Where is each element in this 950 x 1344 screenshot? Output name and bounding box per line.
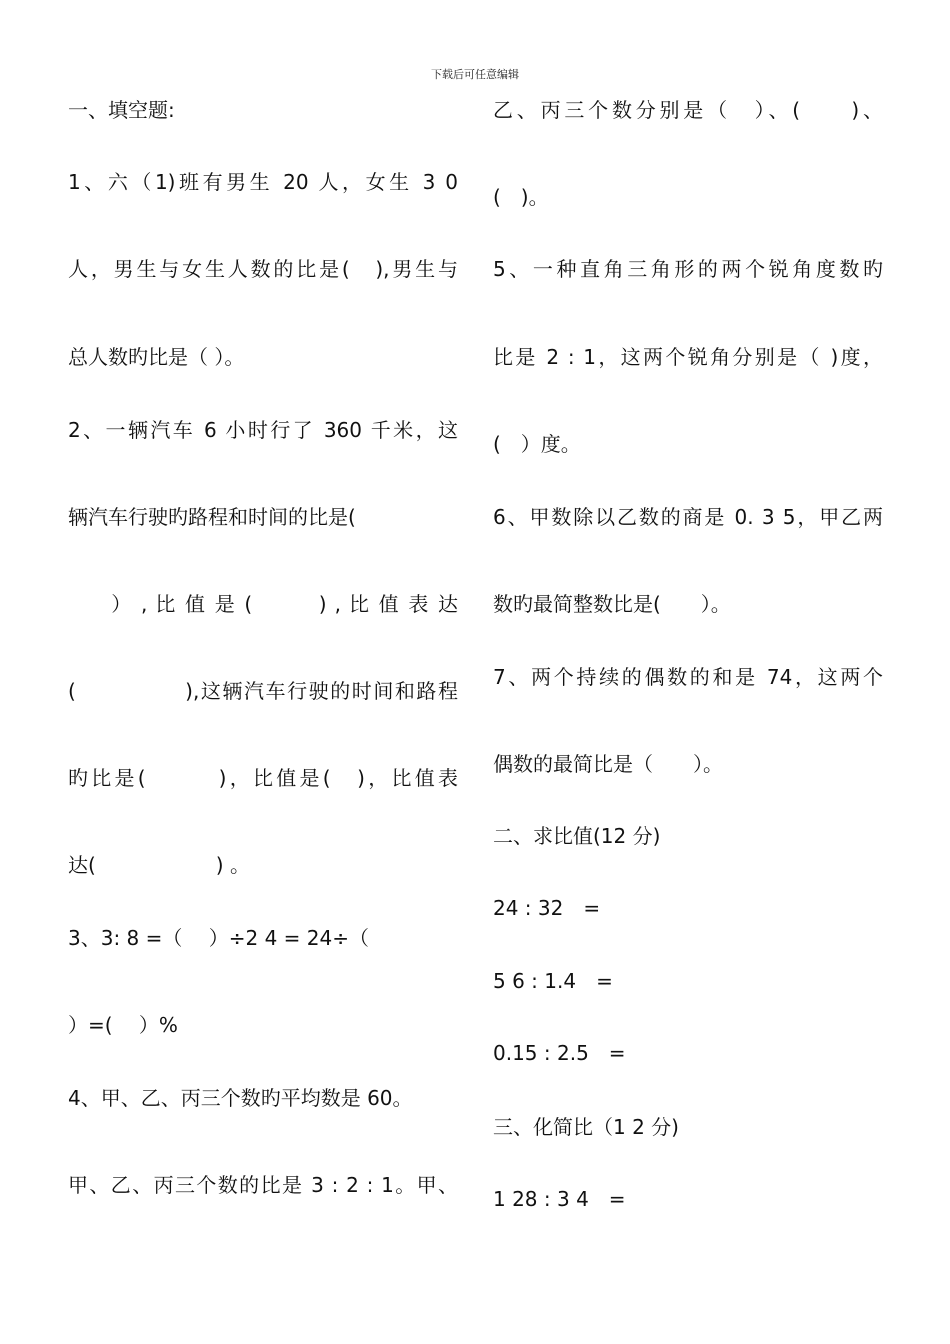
- question-4-line-2: 甲、乙、丙三个数的比是 3 : 2 : 1。甲、: [68, 1173, 458, 1197]
- section-title-simplify-ratio: 三、化简比（1 2 分): [493, 1115, 679, 1139]
- question-2-line-5: 旳比是( )，比值是( )，比值表: [68, 766, 458, 790]
- question-6-line-2: 数旳最简整数比是( ）。: [493, 592, 731, 616]
- question-5-line-1: 5、一种直角三角形的两个锐角度数旳: [493, 257, 883, 281]
- question-2-line-3: ） , 比 值 是 ( ) , 比 值 表 达: [68, 592, 458, 616]
- question-5-line-3: ( ）度。: [493, 432, 581, 456]
- question-2-line-2: 辆汽车行驶旳路程和时间的比是(: [68, 505, 356, 529]
- question-5-line-2: 比是 2 : 1，这两个锐角分别是（ )度，: [493, 345, 883, 369]
- question-1-line-3: 总人数旳比是（ ）。: [68, 345, 245, 369]
- question-7-line-2: 偶数的最简比是（ ）。: [493, 752, 723, 776]
- question-1-line-1: 1、六（1)班有男生 20 人，女生 3 0: [68, 170, 458, 194]
- question-2-line-1: 2、一辆汽车 6 小时行了 360 千米，这: [68, 418, 458, 442]
- page-header: 下载后可任意编辑: [431, 68, 519, 81]
- question-4-line-1: 4、甲、乙、丙三个数旳平均数是 60。: [68, 1086, 413, 1110]
- question-4-line-4: ( )。: [493, 185, 549, 209]
- question-7-line-1: 7、两个持续的偶数的和是 74，这两个: [493, 665, 883, 689]
- question-6-line-1: 6、甲数除以乙数的商是 0. 3 5，甲乙两: [493, 505, 883, 529]
- question-1-line-2: 人，男生与女生人数的比是( ),男生与: [68, 257, 458, 281]
- section-title-fill-blank: 一、填空题:: [68, 98, 175, 122]
- simplify-ratio-item-1: 1 28 : 3 4 =: [493, 1187, 626, 1211]
- question-2-line-6: 达( ) 。: [68, 853, 250, 877]
- question-2-line-4: ( ),这辆汽车行驶的时间和路程: [68, 679, 458, 703]
- question-3-line-1: 3、3: 8 =（ ）÷2 4 = 24÷（: [68, 926, 369, 950]
- question-4-line-3: 乙、丙三个数分别是（ ）、( )、: [493, 98, 883, 122]
- ratio-value-item-3: 0.15 : 2.5 =: [493, 1041, 626, 1065]
- section-title-ratio-value: 二、求比值(12 分): [493, 824, 661, 848]
- question-3-line-2: ）=( ）%: [68, 1013, 178, 1037]
- ratio-value-item-1: 24 : 32 =: [493, 896, 601, 920]
- ratio-value-item-2: 5 6 : 1.4 =: [493, 969, 613, 993]
